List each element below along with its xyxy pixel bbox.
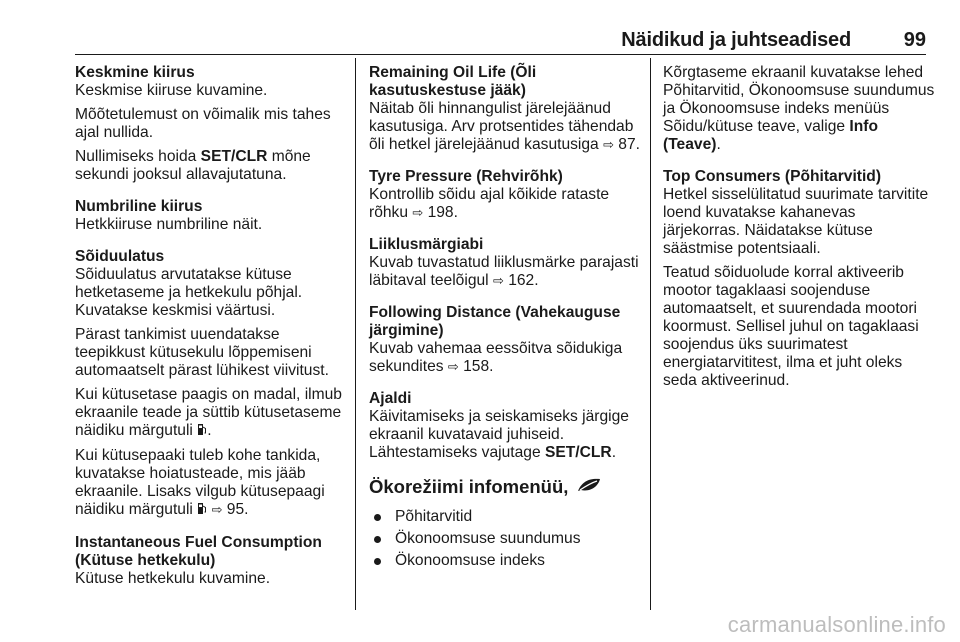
arrow-ref-icon: ⇨	[447, 359, 459, 374]
paragraph: Kuvab tuvastatud liiklusmärke parajasti läbitaval teelõigul ⇨ 162.	[369, 254, 639, 289]
page-title: Näidikud ja juhtseadised	[621, 29, 851, 51]
section-digital-speed	[75, 198, 347, 234]
paragraph: Hetkel sisselülitatud suurimate tarvitite loend kuvatakse kahanevas järjekorras. Näidatakse kütuse säästmise potentsiaali.	[663, 186, 929, 257]
paragraph: Käivitamiseks ja seiskamiseks järgige ekraanil kuvatavaid juhiseid. Lähtestamiseks vajutage SET/CLR.	[369, 408, 629, 461]
arrow-ref-icon: ⇨	[603, 137, 614, 152]
section-heading: Remaining Oil Life (Õli kasutuskestuse jääk)	[369, 64, 537, 99]
section-heading: Keskmine kiirus	[75, 64, 195, 81]
column-divider	[650, 58, 651, 610]
paragraph: Näitab õli hinnangulist järelejäänud kasutusiga. Arv protsentides tähendab õli hetkel järelejäänud kasutusiga ⇨ 87.	[369, 100, 640, 153]
column-left	[75, 64, 347, 602]
paragraph: Kontrollib sõidu ajal kõikide rataste rõhku ⇨ 198.	[369, 186, 610, 221]
column-divider	[355, 58, 356, 610]
arrow-ref-icon: ⇨	[412, 205, 424, 220]
paragraph: Teatud sõiduolude korral aktiveerib mootor tagaklaasi soojenduse automaatselt, et suurendada mootori koormust. Sellisel juhul on tagaklaasi soojendus üks suurimatest energiatarvititest, ilma et juht oleks seda aktiveerinud.	[663, 264, 919, 389]
button-name: SET/CLR	[200, 148, 268, 165]
section-traffic-sign	[369, 236, 641, 290]
arrow-ref-icon: ⇨	[211, 502, 223, 517]
section-timer	[369, 390, 641, 462]
paragraph: Kuvab vahemaa eessõitva sõidukiga sekundites ⇨ 158.	[369, 340, 623, 375]
section-heading: Following Distance (Vahekauguse järgimine)	[369, 304, 621, 339]
section-eco-intro	[663, 64, 935, 154]
paragraph: Kui kütusepaaki tuleb kohe tankida, kuvatakse hoiatusteade, mis jääb ekraanile. Lisaks vilgub kütusepaagi näidiku märgutuli ⇨ 95.	[75, 447, 325, 518]
paragraph: Keskmise kiiruse kuvamine.	[75, 82, 268, 99]
section-instant-fuel	[75, 534, 347, 588]
list-item: Ökonoomsuse suundumus	[369, 530, 641, 548]
paragraph: Sõiduulatus arvutatakse kütuse hetketaseme ja hetkekulu põhjal. Kuvatakse keskmisi väärtusi.	[75, 266, 303, 319]
section-oil-life	[369, 64, 641, 154]
button-name: SET/CLR	[544, 444, 612, 461]
eco-menu-list	[369, 508, 641, 570]
section-heading: Liiklusmärgiabi	[369, 236, 484, 253]
list-item: Ökonoomsuse indeks	[369, 552, 641, 570]
section-heading: Sõiduulatus	[75, 248, 165, 265]
section-heading: Numbriline kiirus	[75, 198, 203, 215]
paragraph: Pärast tankimist uuendatakse teepikkust kütusekulu lõppemiseni automaatselt pärast lühikest viivitust.	[75, 326, 329, 379]
paragraph: Nullimiseks hoida SET/CLR mõne sekundi jooksul allavajutatuna.	[75, 148, 311, 183]
page-header	[75, 28, 926, 55]
page-number: 99	[903, 29, 926, 51]
arrow-ref-icon: ⇨	[492, 273, 504, 288]
section-top-consumers	[663, 168, 935, 390]
list-item: Põhitarvitid	[369, 508, 641, 526]
paragraph: Mõõtetulemust on võimalik mis tahes ajal nullida.	[75, 106, 331, 141]
column-middle	[369, 64, 641, 574]
paragraph: Hetkkiiruse numbriline näit.	[75, 216, 263, 233]
fuel-pump-icon	[197, 423, 207, 441]
paragraph: Kõrgtaseme ekraanil kuvatakse lehed Põhitarvitid, Ökonoomsuse suundumus ja Ökonoomsuse indeks menüüs Sõidu/kütuse teave, valige Info (Teave).	[663, 64, 935, 153]
fuel-pump-icon	[197, 502, 207, 520]
section-heading: Ajaldi	[369, 390, 412, 407]
section-heading: Tyre Pressure (Rehvirõhk)	[369, 168, 563, 185]
section-following-distance	[369, 304, 641, 376]
column-right	[663, 64, 935, 404]
section-average-speed	[75, 64, 347, 184]
paragraph: Kütuse hetkekulu kuvamine.	[75, 570, 271, 587]
section-range	[75, 248, 347, 520]
section-heading: Top Consumers (Põhitarvitid)	[663, 168, 882, 185]
menu-name: Info (Teave)	[663, 118, 878, 153]
eco-leaf-icon	[576, 476, 602, 498]
eco-mode-heading: Ökorežiimi infomenüü,	[369, 476, 641, 498]
section-heading: Instantaneous Fuel Consumption (Kütuse hetkekulu)	[75, 534, 322, 569]
paragraph: Kui kütusetase paagis on madal, ilmub ekraanile teade ja süttib kütusetaseme näidiku märgutuli .	[75, 386, 342, 439]
watermark: carmanualsonline.info	[727, 612, 946, 637]
section-tyre-pressure	[369, 168, 641, 222]
